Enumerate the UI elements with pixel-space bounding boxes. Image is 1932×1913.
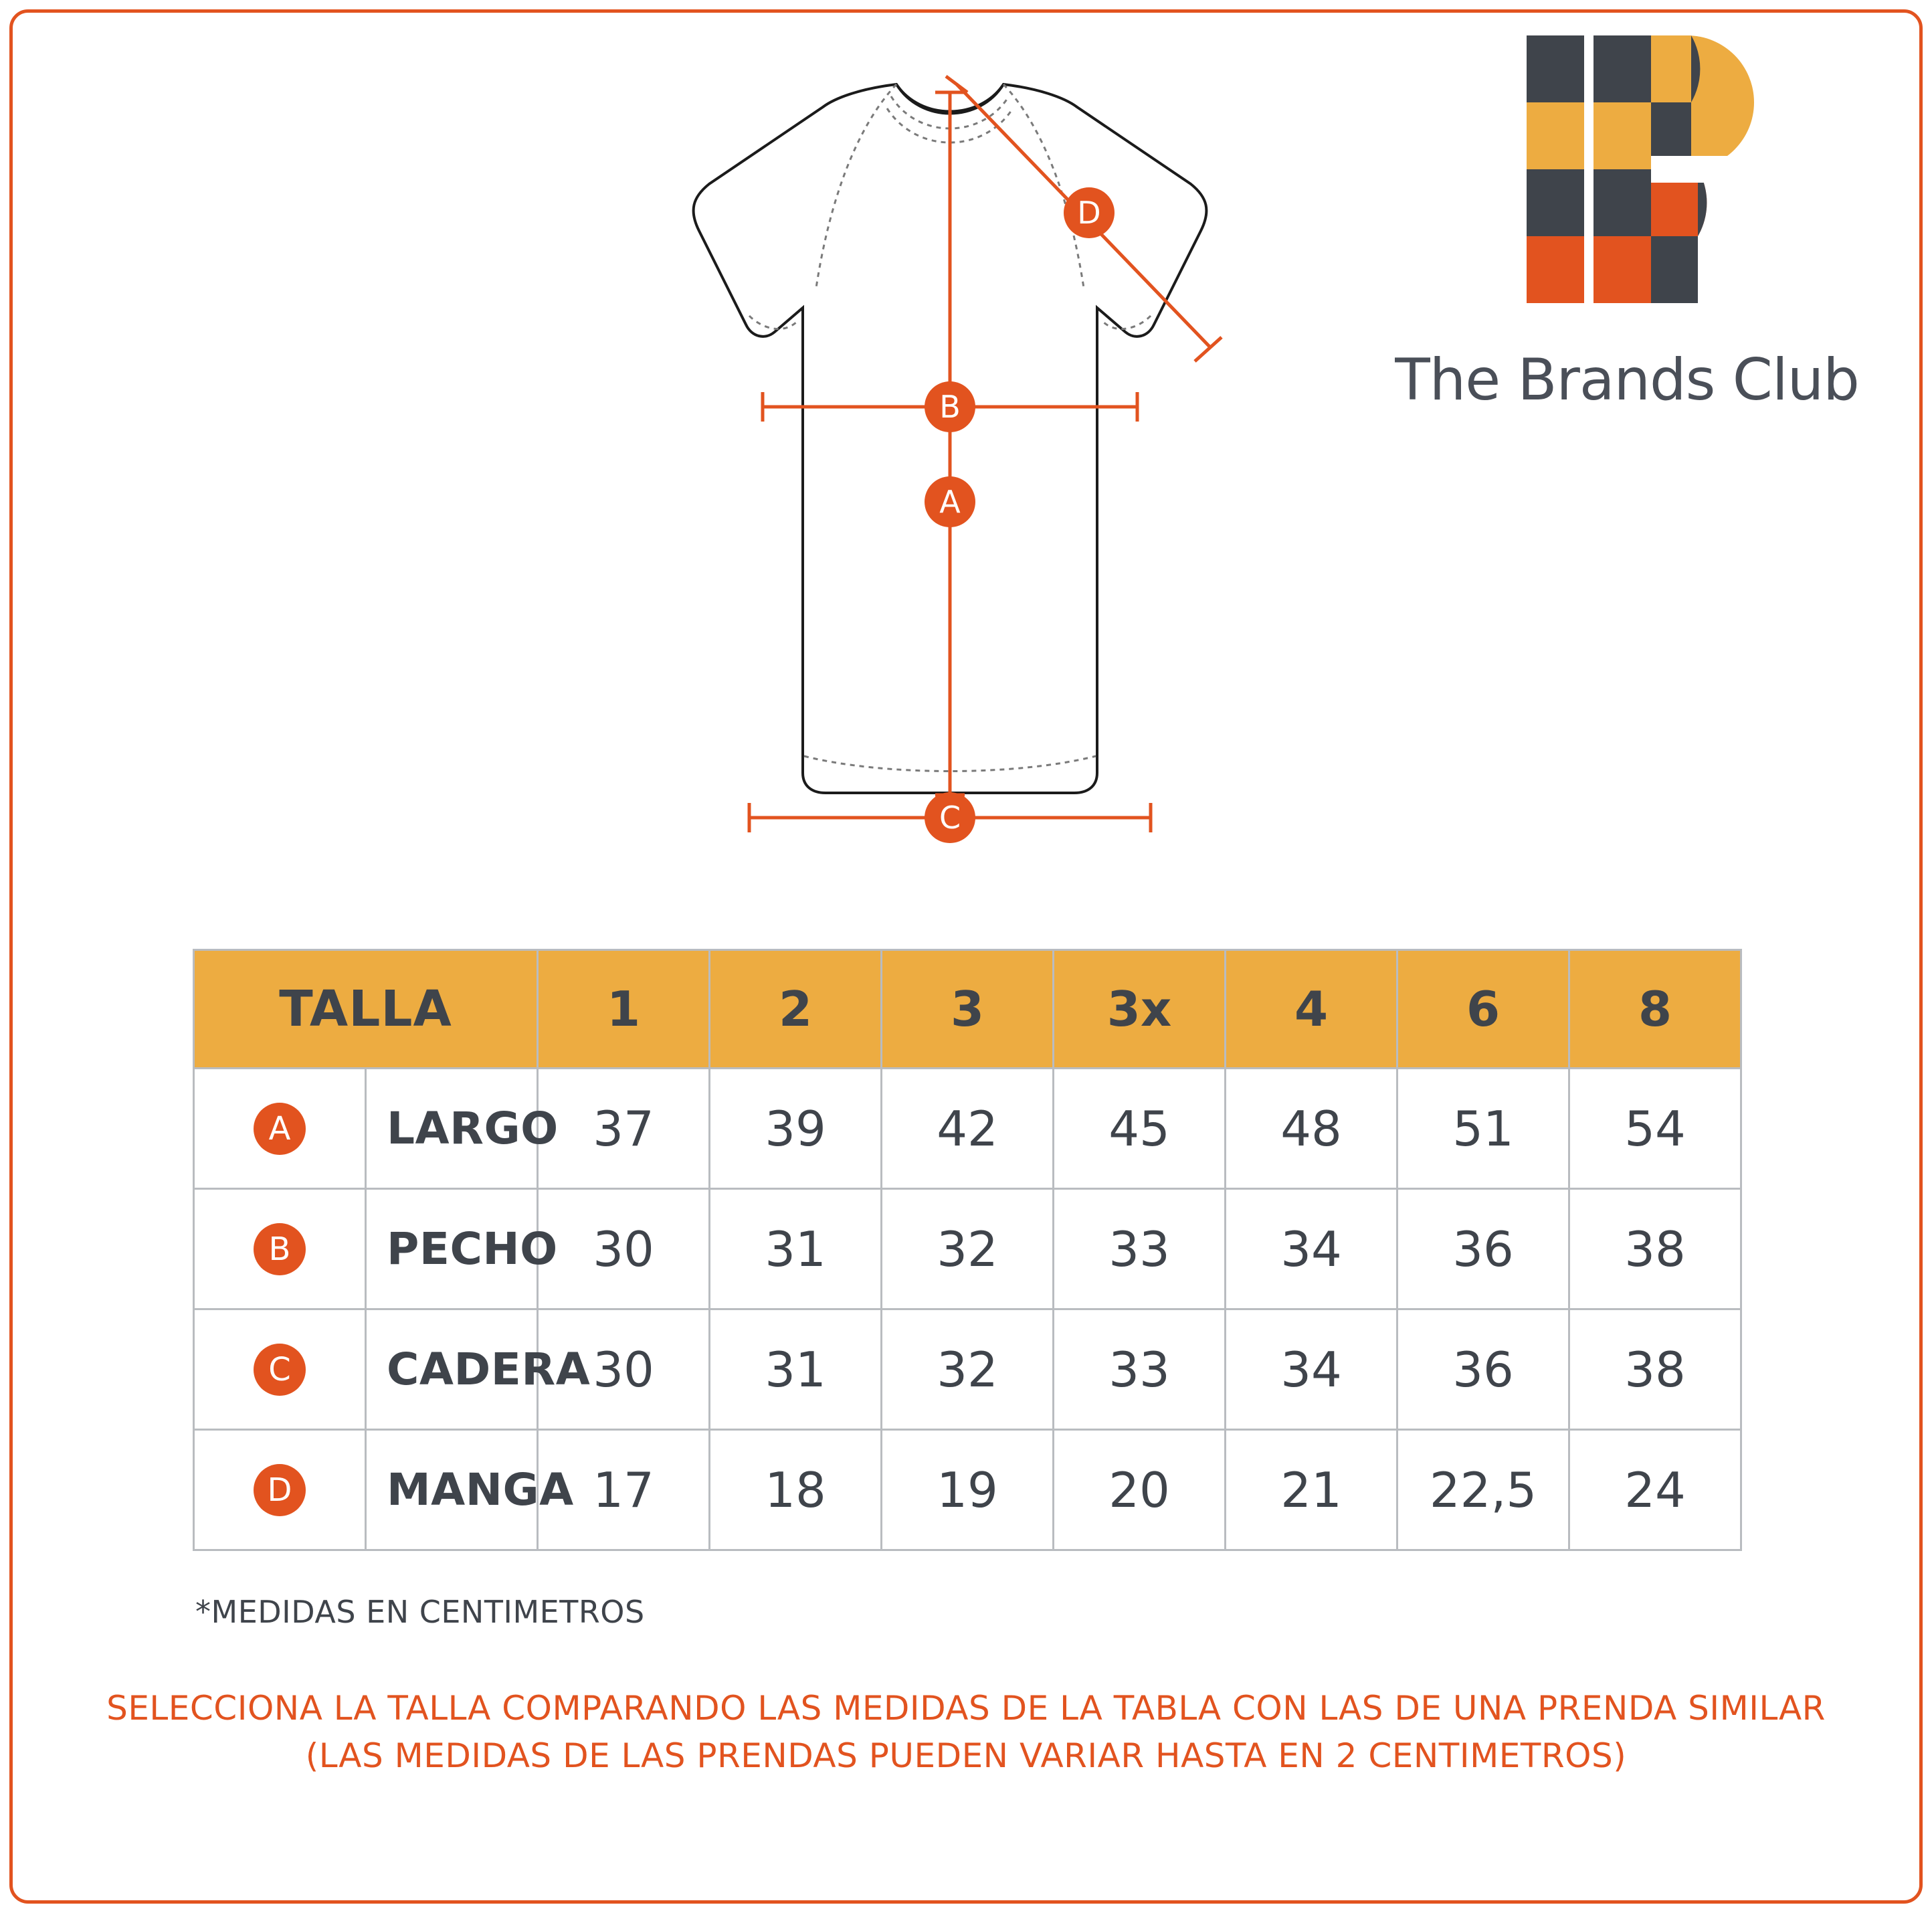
row-badge-d [194, 1430, 366, 1550]
table-row [194, 1189, 1741, 1309]
cell-cadera-2: 31 [710, 1309, 882, 1430]
b-letter-logo-icon [1520, 32, 1774, 320]
cell-pecho-8: 38 [1569, 1189, 1741, 1309]
size-table-head [194, 950, 1741, 1069]
row-badge-b [194, 1189, 366, 1309]
row-label-manga: MANGA [366, 1430, 538, 1550]
cell-cadera-6: 36 [1397, 1309, 1569, 1430]
brand-name: The Brands Club [1395, 347, 1859, 414]
size-table-body [194, 1069, 1741, 1550]
cell-manga-2: 18 [710, 1430, 882, 1550]
units-note: *MEDIDAS EN CENTIMETROS [195, 1594, 645, 1630]
table-header-row [194, 950, 1741, 1069]
size-advice [0, 1685, 1932, 1780]
brand-logo [1386, 32, 1868, 434]
header-size-4: 4 [1226, 950, 1397, 1069]
badge-letter-c: C [254, 1344, 306, 1396]
cell-largo-2: 39 [710, 1069, 882, 1189]
header-talla: TALLA [194, 950, 538, 1069]
cell-largo-6: 51 [1397, 1069, 1569, 1189]
cell-pecho-3x: 33 [1054, 1189, 1226, 1309]
table-row [194, 1309, 1741, 1430]
cell-cadera-3x: 33 [1054, 1309, 1226, 1430]
cell-manga-1: 17 [538, 1430, 710, 1550]
row-label-largo: LARGO [366, 1069, 538, 1189]
garment-diagram [549, 67, 1351, 910]
badge-letter-b: B [254, 1223, 306, 1275]
cell-pecho-2: 31 [710, 1189, 882, 1309]
row-badge-c [194, 1309, 366, 1430]
badge-letter-a: A [254, 1103, 306, 1155]
size-table [193, 949, 1742, 1551]
cell-manga-3: 19 [882, 1430, 1054, 1550]
cell-cadera-8: 38 [1569, 1309, 1741, 1430]
header-size-1: 1 [538, 950, 710, 1069]
cell-pecho-6: 36 [1397, 1189, 1569, 1309]
cell-pecho-3: 32 [882, 1189, 1054, 1309]
header-size-3x: 3x [1054, 950, 1226, 1069]
cell-largo-1: 37 [538, 1069, 710, 1189]
marker-badge-d: D [1064, 187, 1115, 238]
header-size-6: 6 [1397, 950, 1569, 1069]
cell-cadera-3: 32 [882, 1309, 1054, 1430]
cell-largo-3x: 45 [1054, 1069, 1226, 1189]
header-size-2: 2 [710, 950, 882, 1069]
cell-largo-3: 42 [882, 1069, 1054, 1189]
advice-line-2: (LAS MEDIDAS DE LAS PRENDAS PUEDEN VARIAR HASTA EN 2 CENTIMETROS) [305, 1736, 1627, 1775]
cell-manga-6: 22,5 [1397, 1430, 1569, 1550]
marker-badge-a: A [925, 476, 975, 527]
table-row [194, 1430, 1741, 1550]
cell-manga-3x: 20 [1054, 1430, 1226, 1550]
marker-badge-b: B [925, 381, 975, 432]
cell-pecho-4: 34 [1226, 1189, 1397, 1309]
cell-manga-4: 21 [1226, 1430, 1397, 1550]
row-badge-a [194, 1069, 366, 1189]
size-table-container [193, 949, 1742, 1551]
row-label-cadera: CADERA [366, 1309, 538, 1430]
advice-line-1: SELECCIONA LA TALLA COMPARANDO LAS MEDIDAS DE LA TABLA CON LAS DE UNA PRENDA SIMILAR [106, 1689, 1826, 1728]
cell-manga-8: 24 [1569, 1430, 1741, 1550]
cell-largo-4: 48 [1226, 1069, 1397, 1189]
table-row [194, 1069, 1741, 1189]
cell-largo-8: 54 [1569, 1069, 1741, 1189]
header-size-3: 3 [882, 950, 1054, 1069]
header-size-8: 8 [1569, 950, 1741, 1069]
cell-pecho-1: 30 [538, 1189, 710, 1309]
badge-letter-d: D [254, 1464, 306, 1516]
row-label-pecho: PECHO [366, 1189, 538, 1309]
marker-badge-c: C [925, 792, 975, 843]
cell-cadera-4: 34 [1226, 1309, 1397, 1430]
cell-cadera-1: 30 [538, 1309, 710, 1430]
